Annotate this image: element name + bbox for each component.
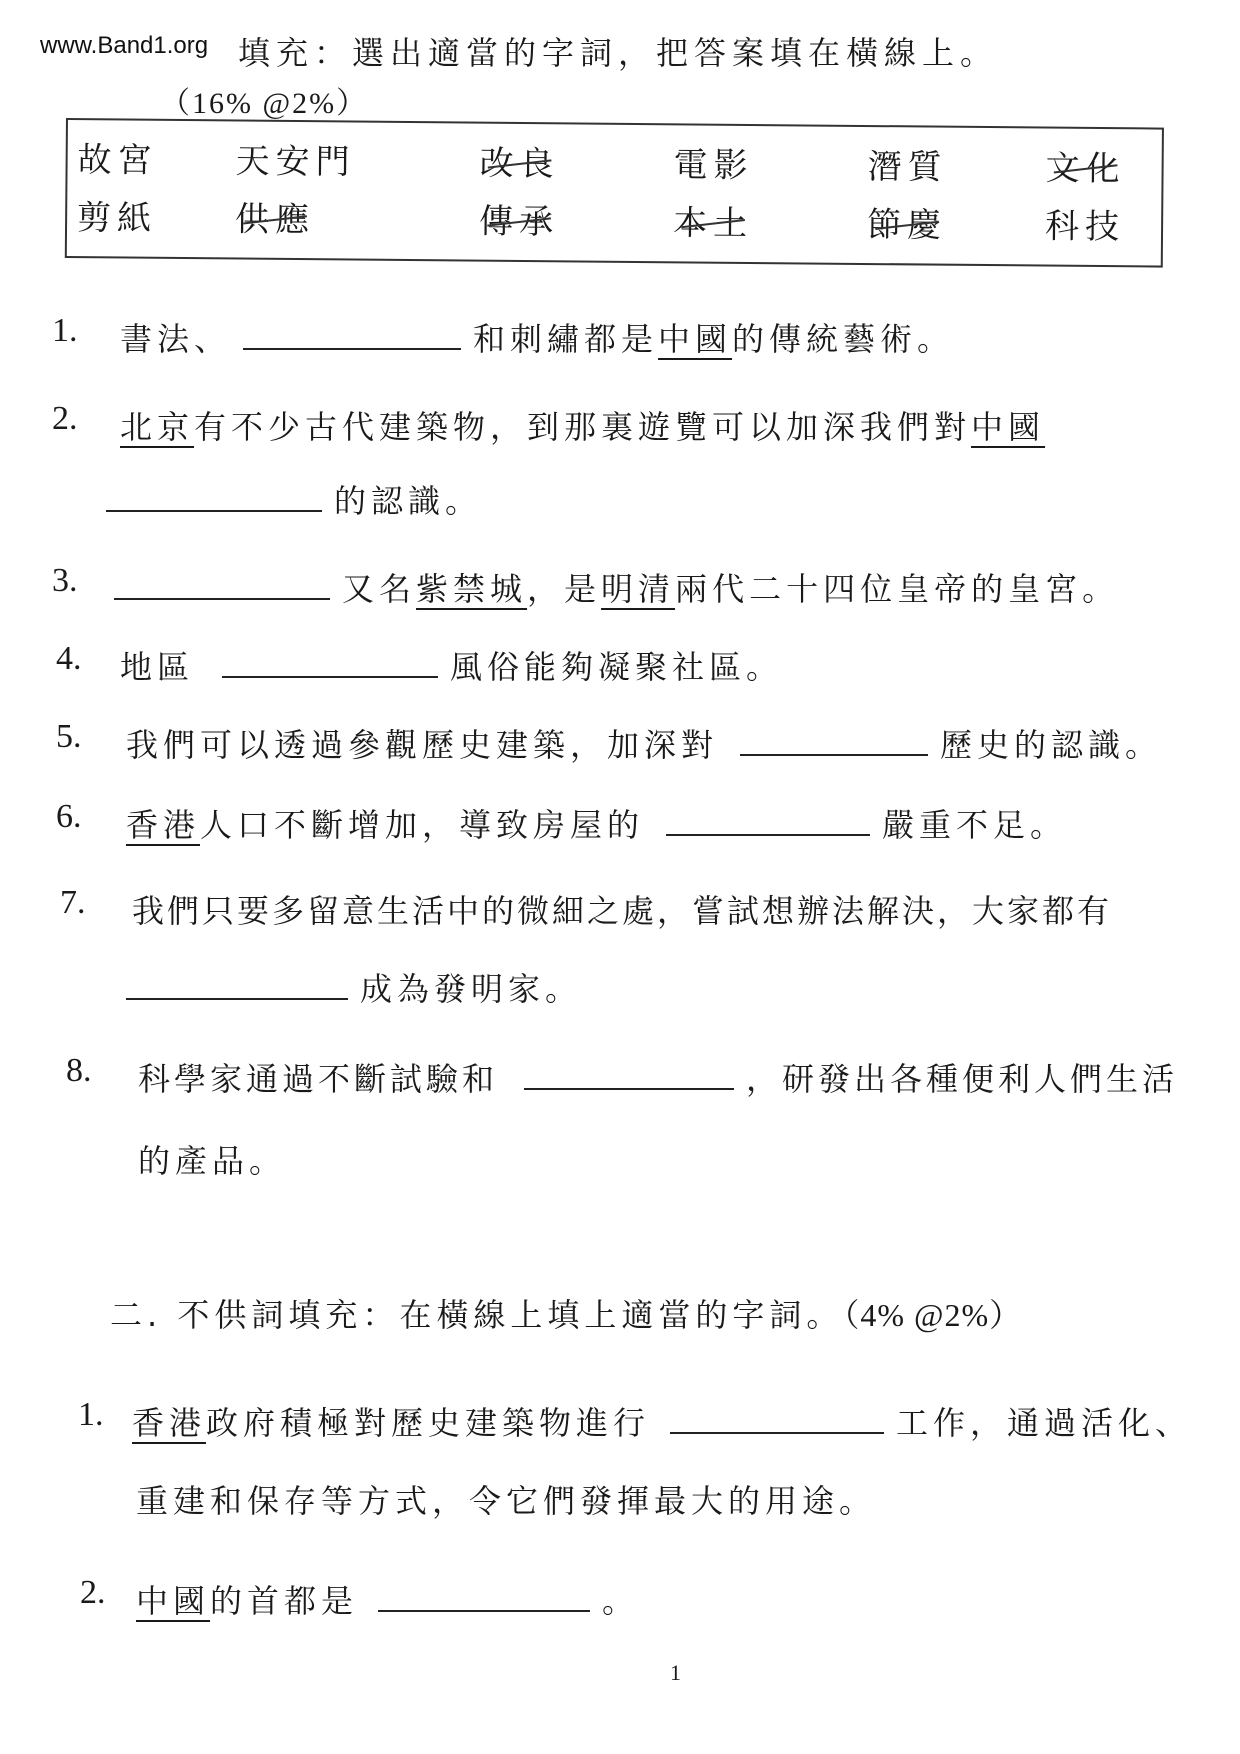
word-bank-item: 電影 <box>673 145 754 187</box>
question-8-line2 <box>138 1136 286 1182</box>
question-text: 人口不斷增加，導致房屋的 <box>200 806 645 844</box>
word-bank <box>65 118 1164 268</box>
section1-title: 填充：選出適當的字詞，把答案填在橫線上。 <box>238 34 999 72</box>
question-text: 書法、 <box>120 320 232 358</box>
question-text: 我們可以透過參觀歷史建築，加深對 <box>126 726 719 764</box>
question-text: 我們只要多留意生活中的微細之處，嘗試想辦法解決，大家都有 <box>132 892 1113 930</box>
question-text: 科學家通過不斷試驗和 <box>138 1060 499 1098</box>
word-bank-item-crossed: 節慶 <box>867 197 947 247</box>
question-text: ，研發出各種便利人們生活 <box>746 1060 1179 1098</box>
question-8 <box>138 1054 1178 1100</box>
question-text: 的傳統藝術。 <box>732 320 955 358</box>
section2-question-1 <box>132 1398 1192 1444</box>
question-text: 兩代二十四位皇帝的皇宮。 <box>675 570 1120 608</box>
word-bank-item-crossed: 改良 <box>479 136 559 186</box>
proper-noun-underlined: 北京 <box>120 408 195 446</box>
question-text: 。 <box>602 1582 640 1620</box>
question-6 <box>126 800 1067 846</box>
question-text: 歷史的認識。 <box>940 726 1163 764</box>
word-bank-item-crossed: 本土 <box>673 195 753 245</box>
question-text: 重建和保存等方式，令它們發揮最大的用途。 <box>136 1482 877 1520</box>
answer-blank[interactable] <box>126 978 348 1000</box>
question-text: 的產品。 <box>138 1142 287 1180</box>
proper-noun-underlined: 香港 <box>126 806 201 844</box>
word-bank-item: 潛質 <box>867 146 948 188</box>
question-number: 7. <box>60 884 86 921</box>
question-number: 2. <box>52 400 78 437</box>
question-5 <box>126 720 1162 766</box>
question-text: 風俗能夠凝聚社區。 <box>450 648 784 686</box>
question-text: 的認識。 <box>334 482 483 520</box>
word-bank-item: 科技 <box>1044 206 1126 248</box>
question-7 <box>132 886 1112 932</box>
question-number: 4. <box>56 640 82 677</box>
word-bank-item-crossed: 傳承 <box>479 194 559 244</box>
answer-blank[interactable] <box>670 1412 884 1434</box>
page-number: 1 <box>670 1660 681 1685</box>
word-bank-item-crossed: 供應 <box>235 191 315 241</box>
answer-blank[interactable] <box>114 578 330 600</box>
word-bank-item-crossed: 文化 <box>1045 141 1125 191</box>
question-text: 政府積極對歷史建築物進行 <box>206 1404 651 1442</box>
question-number: 6. <box>56 798 82 835</box>
question-text: 和刺繡都是 <box>473 320 659 358</box>
question-7-line2 <box>126 964 582 1010</box>
word-bank-item: 天安門 <box>235 141 356 183</box>
answer-blank[interactable] <box>106 490 322 512</box>
question-text: 的首都是 <box>210 1582 359 1620</box>
question-text: 又名 <box>342 570 417 608</box>
proper-noun-underlined: 中國 <box>658 320 733 358</box>
proper-noun-underlined: 紫禁城 <box>416 570 528 608</box>
answer-blank[interactable] <box>378 1590 590 1612</box>
proper-noun-underlined: 中國 <box>971 408 1046 446</box>
answer-blank[interactable] <box>243 328 461 350</box>
question-number: 1. <box>52 312 78 349</box>
proper-noun-underlined: 香港 <box>132 1404 207 1442</box>
section2-question-2 <box>136 1576 639 1622</box>
question-text: 成為發明家。 <box>360 970 583 1008</box>
question-1 <box>120 314 954 360</box>
question-2-line2 <box>106 476 482 522</box>
question-text: ，是 <box>527 570 602 608</box>
answer-blank[interactable] <box>666 814 870 836</box>
question-4 <box>120 642 783 688</box>
watermark: www.Band1.org <box>40 32 209 59</box>
proper-noun-underlined: 明清 <box>601 570 676 608</box>
section2-title-text: 二. 不供詞填充：在橫線上填上適當的字詞。 <box>110 1296 844 1334</box>
word-bank-item: 故宮 <box>77 140 158 181</box>
question-number: 5. <box>56 718 82 755</box>
question-number: 2. <box>80 1574 106 1611</box>
question-2 <box>120 402 1045 448</box>
question-text: 地區 <box>120 648 195 686</box>
question-text: 嚴重不足。 <box>882 806 1068 844</box>
question-text: 有不少古代建築物，到那裏遊覽可以加深我們對 <box>194 408 972 446</box>
word-bank-item: 剪紙 <box>76 198 158 239</box>
answer-blank[interactable] <box>740 734 928 756</box>
section2-score: （4% @2%） <box>843 1297 1023 1333</box>
question-number: 8. <box>66 1052 92 1089</box>
answer-blank[interactable] <box>524 1068 734 1090</box>
section2-question-1-line2 <box>136 1476 876 1522</box>
question-number: 3. <box>52 562 78 599</box>
question-number: 1. <box>78 1396 104 1433</box>
question-3 <box>114 564 1119 610</box>
section2-title <box>110 1290 1022 1336</box>
question-text: 工作，通過活化、 <box>896 1404 1193 1442</box>
proper-noun-underlined: 中國 <box>136 1582 211 1620</box>
section1-score: （16% @2%） <box>160 87 369 120</box>
answer-blank[interactable] <box>222 656 438 678</box>
